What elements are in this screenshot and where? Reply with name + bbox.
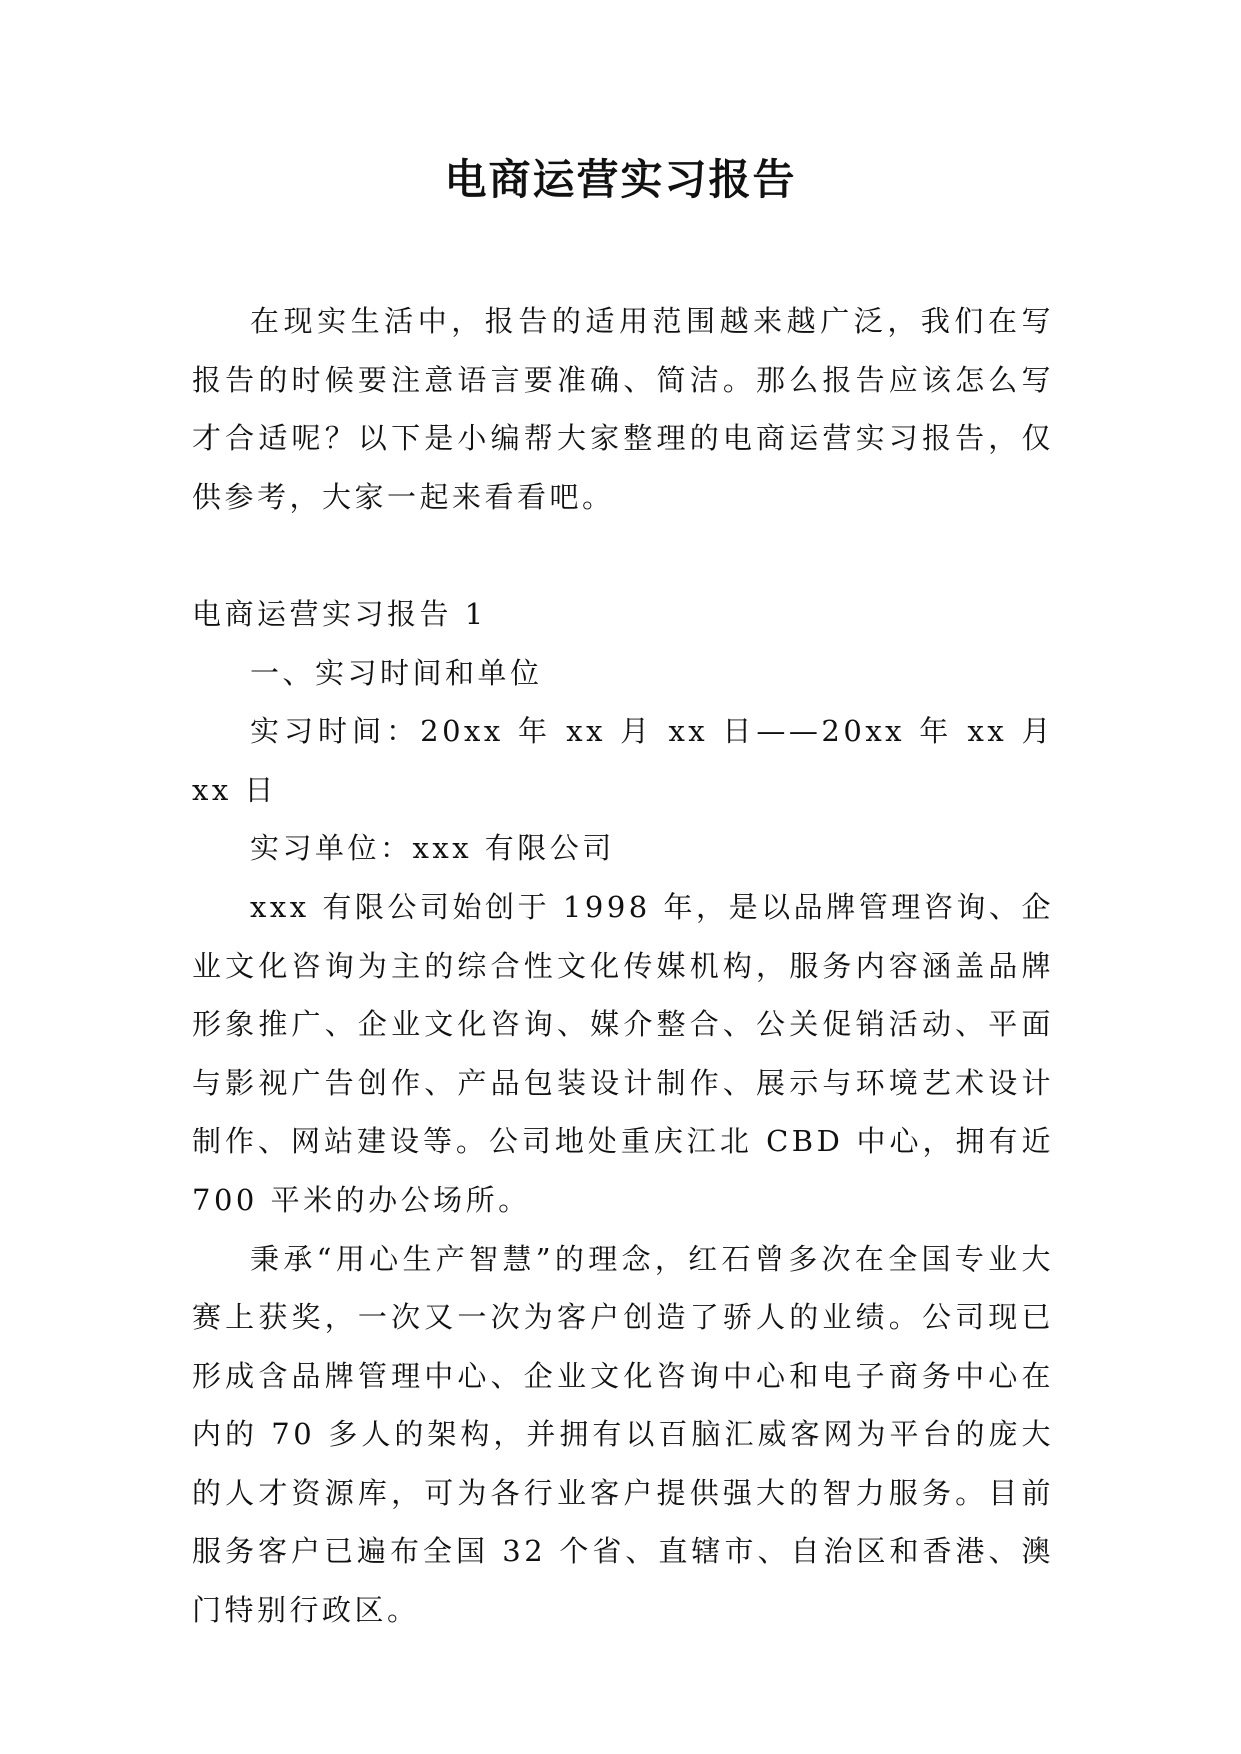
paragraph-gap (192, 526, 1054, 585)
intro-paragraph: 在现实生活中，报告的适用范围越来越广泛，我们在写报告的时候要注意语言要准确、简洁。那么报告应该怎么写才合适呢？以下是小编帮大家整理的电商运营实习报告，仅供参考，大家一起来看看吧。 (192, 304, 1054, 514)
section-title: 电商运营实习报告 1 (192, 596, 487, 631)
document-title: 电商运营实习报告 (444, 155, 797, 204)
internship-unit: 实习单位：xxx 有限公司 (250, 831, 615, 866)
company-intro-paragraph: xxx 有限公司始创于 1998 年，是以品牌管理咨询、企业文化咨询为主的综合性文化传媒机构，服务内容涵盖品牌形象推广、企业文化咨询、媒介整合、公关促销活动、平面与影视广告创作、产品包装设计制作、展示与环境艺术设计制作、网站建设等。公司地处重庆江北 CBD 中心，拥有近 700 平米的办公场所。 (192, 889, 1054, 1217)
internship-time: 实习时间：20xx 年 xx 月 xx 日——20xx 年 xx 月 xx 日 (192, 714, 1054, 807)
company-philosophy-paragraph: 秉承“用心生产智慧”的理念，红石曾多次在全国专业大赛上获奖，一次又一次为客户创造了骄人的业绩。公司现已形成含品牌管理中心、企业文化咨询中心和电子商务中心在内的 70 多人的架构，并拥有以百脑汇威客网为平台的庞大的人才资源库，可为各行业客户提供强大的智力服务。目前服务客户已遍布全国 32 个省、直辖市、自治区和香港、澳门特别行政区。 (192, 1241, 1054, 1628)
document-body (192, 292, 1054, 1640)
section-heading: 一、实习时间和单位 (250, 655, 543, 690)
